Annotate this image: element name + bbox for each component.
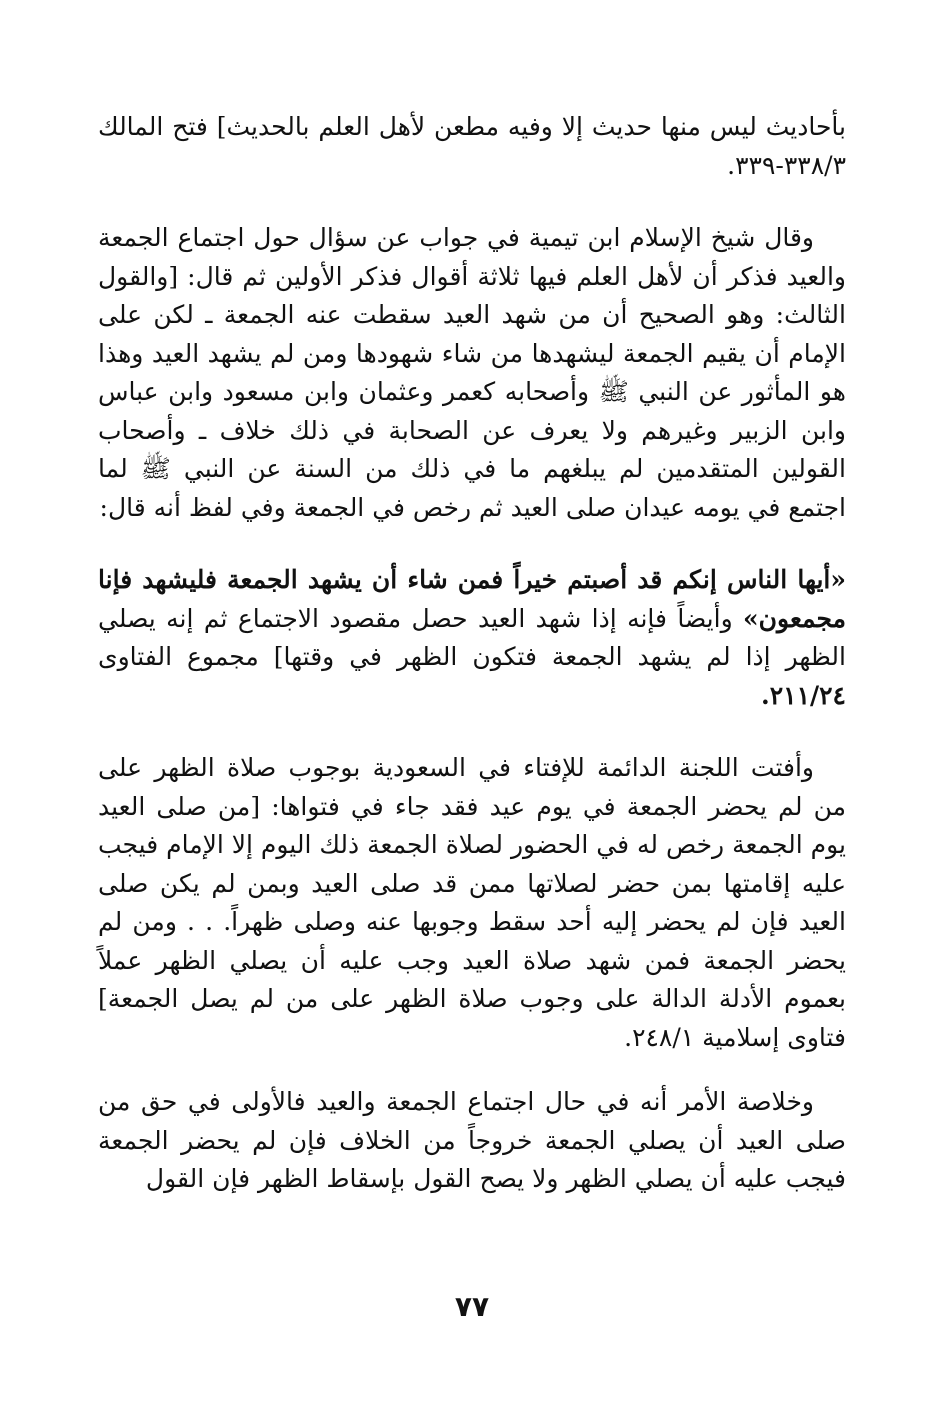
page-body	[98, 108, 846, 1338]
page-number: ٧٧	[454, 1290, 490, 1323]
hadith-quote: «أيها الناس إنكم قد أصبتم خيراً فمن شاء أن يشهد الجمعة فليشهد فإنا مجمعون»	[98, 565, 846, 633]
paragraph-2: وقال شيخ الإسلام ابن تيمية في جواب عن سؤال حول اجتماع الجمعة والعيد فذكر أن لأهل العلم فيها ثلاثة أقوال فذكر الأولين ثم قال: [والقول الثالث: وهو الصحيح أن من شهد العيد سقطت عنه الجمعة ـ لكن على الإمام أن يقيم الجمعة ليشهدها من شاء شهودها ومن لم يشهد العيد وهذا هو المأثور عن النبي ﷺ وأصحابه كعمر وعثمان وابن مسعود وابن عباس وابن الزبير وغيرهم ولا يعرف عن الصحابة في ذلك خلاف ـ وأصحاب القولين المتقدمين لم يبلغهم ما في ذلك من السنة عن النبي ﷺ لما اجتمع في يومه عيدان صلى العيد ثم رخص في الجمعة وفي لفظ أنه قال:	[98, 223, 846, 522]
paragraph-1: بأحاديث ليس منها حديث إلا وفيه مطعن لأهل العلم بالحديث] فتح المالك ٣٣٨/٣-٣٣٩.	[98, 112, 846, 180]
paragraph-3-text: وأيضاً فإنه إذا شهد العيد حصل مقصود الاجتماع ثم إنه يصلي الظهر إذا لم يشهد الجمعة فتكون الظهر في وقتها] مجموع الفتاوى	[98, 603, 846, 671]
paragraph-4: وأفتت اللجنة الدائمة للإفتاء في السعودية بوجوب صلاة الظهر على من لم يحضر الجمعة في يوم عيد فقد جاء في فتواها: [من صلى العيد يوم الجمعة رخص له في الحضور لصلاة الجمعة ذلك اليوم إلا الإمام فيجب عليه إقامتها بمن حضر لصلاتها ممن قد صلى العيد وبمن لم يكن صلى العيد فإن لم يحضر إليه أحد سقط وجوبها عنه وصلى ظهراً. . . ومن لم يحضر الجمعة فمن شهد صلاة العيد وجب عليه أن يصلي الظهر عملاً بعموم الأدلة الدالة على وجوب صلاة الظهر على من لم يصل الجمعة] فتاوى إسلامية ٢٤٨/١.	[98, 753, 846, 1052]
paragraph-3	[98, 561, 846, 715]
paragraph-3-reference: ٢١١/٢٤.	[761, 680, 846, 710]
paragraph-5: وخلاصة الأمر أنه في حال اجتماع الجمعة والعيد فالأولى في حق من صلى العيد أن يصلي الجمعة خروجاً من الخلاف فإن لم يحضر الجمعة فيجب عليه أن يصلي الظهر ولا يصح القول بإسقاط الظهر فإن القول	[98, 1087, 846, 1193]
